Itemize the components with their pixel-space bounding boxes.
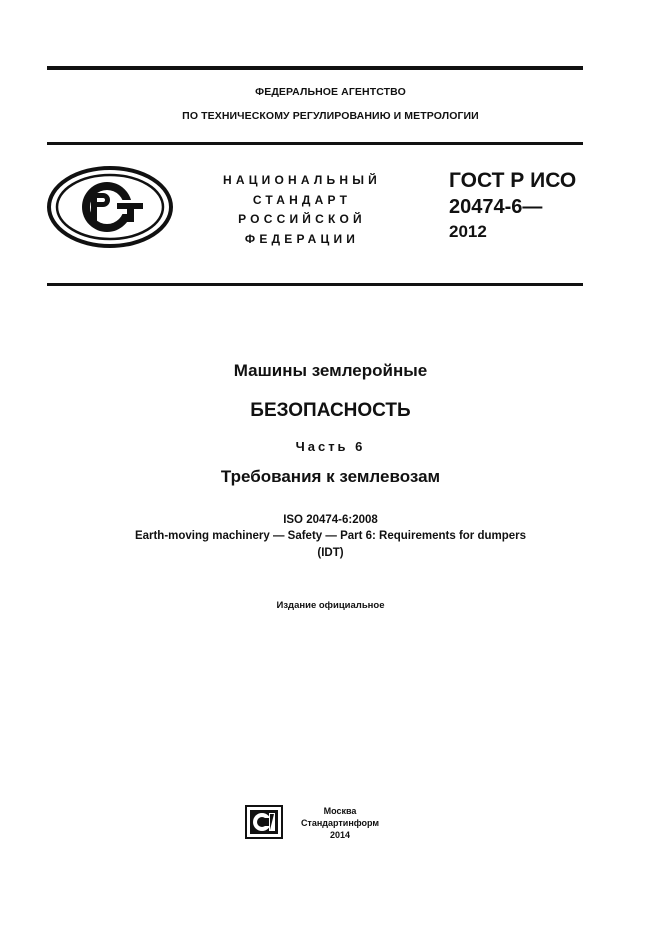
header-rule xyxy=(47,142,583,145)
agency-line-1: ФЕДЕРАЛЬНОЕ АГЕНТСТВО xyxy=(255,86,406,98)
publisher-name: Стандартинформ xyxy=(300,818,380,828)
designation-line-1: ГОСТ Р ИСО xyxy=(449,169,577,192)
standard-line-2: СТАНДАРТ xyxy=(252,193,352,207)
title-part: Часть 6 xyxy=(295,439,366,454)
standard-line-1: НАЦИОНАЛЬНЫЙ xyxy=(222,173,382,187)
iso-code: ISO 20474-6:2008 xyxy=(283,514,378,526)
designation-line-3: 2012 xyxy=(449,222,487,241)
top-rule xyxy=(47,66,583,70)
title-safety: БЕЗОПАСНОСТЬ xyxy=(250,400,411,421)
edition-label: Издание официальное xyxy=(276,600,385,611)
gost-logo xyxy=(47,166,173,248)
publisher-logo xyxy=(245,805,283,839)
designation-line-2: 20474-6— xyxy=(449,196,543,218)
publisher-year: 2014 xyxy=(329,830,351,840)
iso-identity: (IDT) xyxy=(317,547,344,559)
publisher-city: Москва xyxy=(323,806,357,816)
section-rule xyxy=(47,283,583,286)
standard-line-3: РОССИЙСКОЙ xyxy=(238,212,366,226)
iso-english-title: Earth-moving machinery — Safety — Part 6: Requirements for dumpers xyxy=(134,530,527,542)
agency-line-2: ПО ТЕХНИЧЕСКОМУ РЕГУЛИРОВАНИЮ И МЕТРОЛОГИИ xyxy=(182,110,479,122)
title-requirement: Требования к землевозам xyxy=(220,467,441,486)
standard-line-4: ФЕДЕРАЦИИ xyxy=(244,232,360,246)
title-main: Машины землеройные xyxy=(233,361,428,380)
